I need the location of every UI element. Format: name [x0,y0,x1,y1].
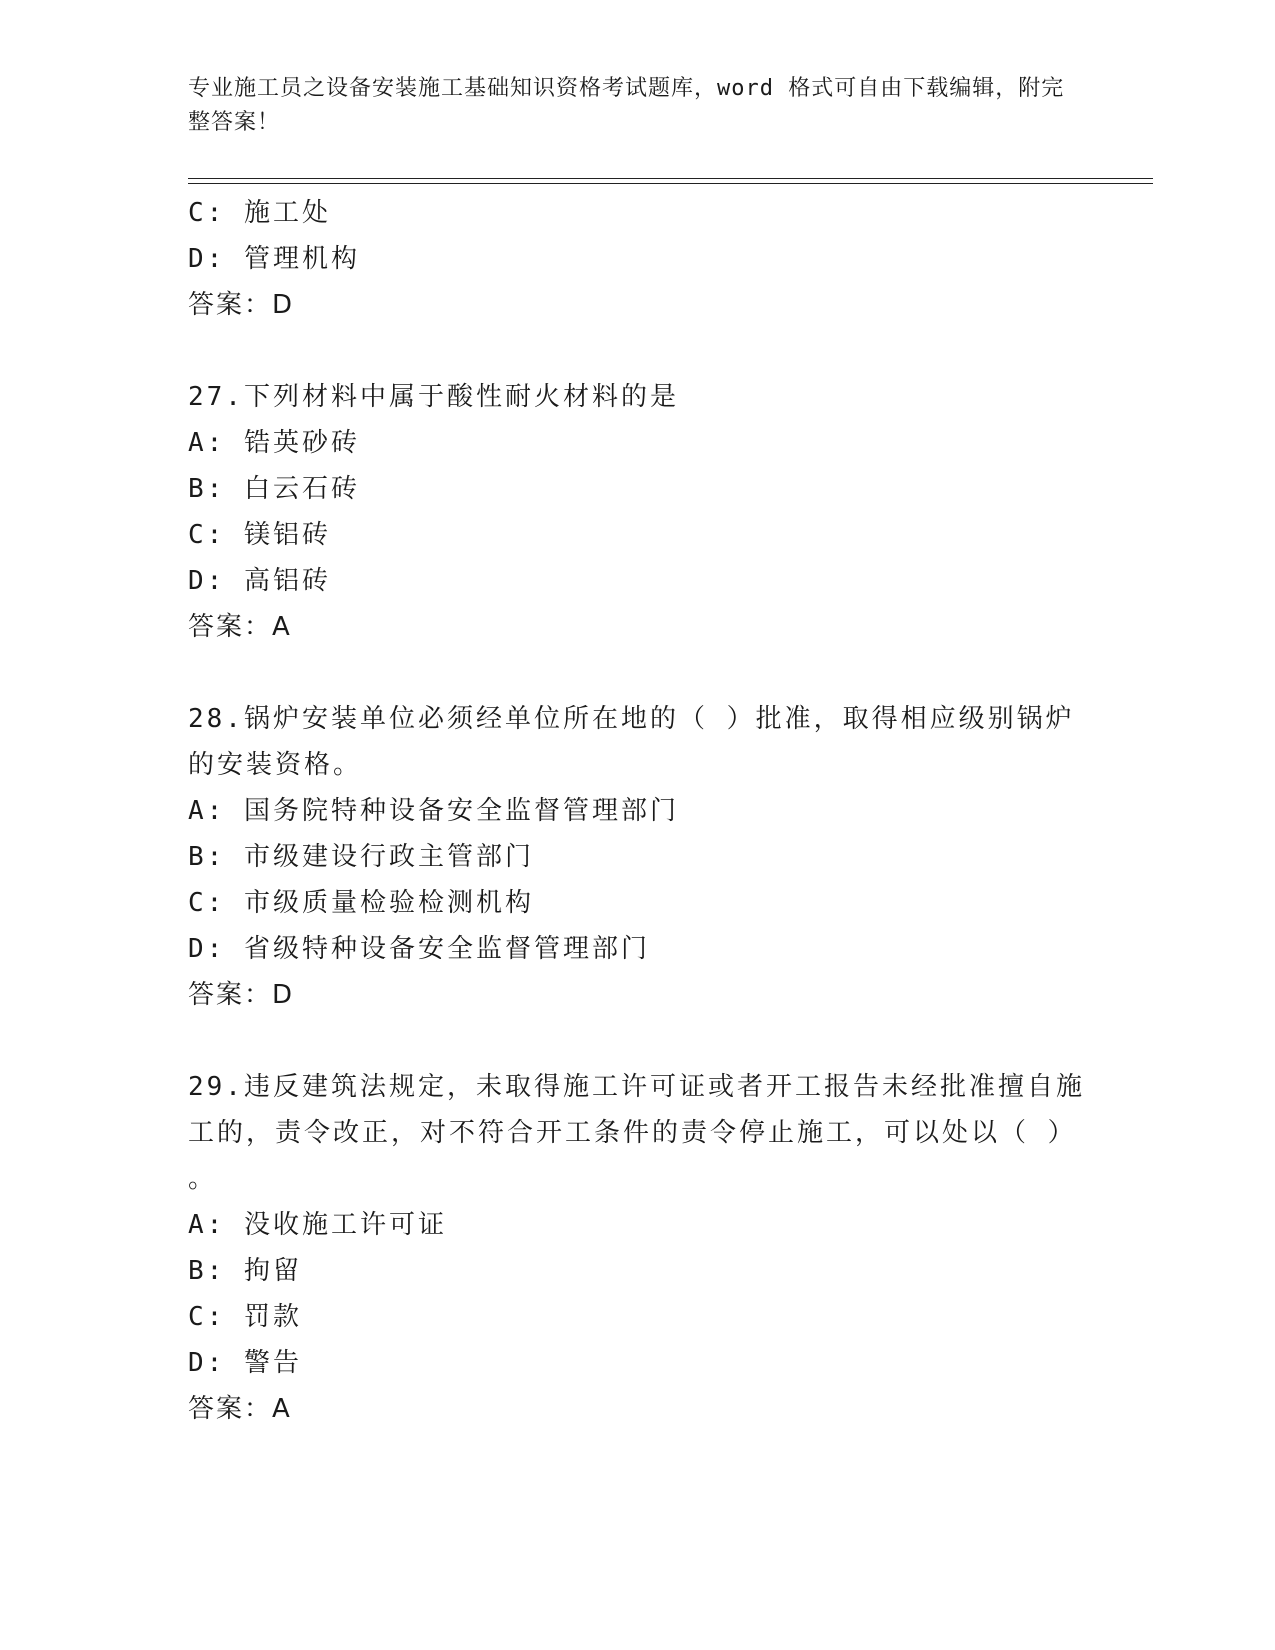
question-29-stem-line-3: 。 [188,1164,218,1194]
question-29-answer: 答案：A [188,1394,292,1424]
question-28-answer: 答案：D [188,980,295,1010]
question-28-stem-line-1: 28.锅炉安装单位必须经单位所在地的（ ）批准，取得相应级别锅炉 [188,704,1075,734]
question-28-stem-line-2: 的安装资格。 [188,750,363,780]
question-29-option-c: C: 罚款 [188,1302,302,1332]
question-28-option-b: B: 市级建设行政主管部门 [188,842,534,872]
header-divider-bottom [188,183,1153,184]
question-27-option-b: B: 白云石砖 [188,474,360,504]
question-27-answer: 答案：A [188,612,292,642]
header-divider-top [188,178,1153,179]
question-27-option-d: D: 高铝砖 [188,566,331,596]
spacer [188,650,1088,696]
spacer [188,328,1088,374]
question-27-stem: 27.下列材料中属于酸性耐火材料的是 [188,382,679,412]
question-29-option-b: B: 拘留 [188,1256,302,1286]
question-29-stem-line-2: 工的，责令改正，对不符合开工条件的责令停止施工，可以处以（ ） [188,1118,1077,1148]
document-body [188,190,1088,1432]
question-28-option-a: A: 国务院特种设备安全监督管理部门 [188,796,679,826]
option-d: D: 管理机构 [188,244,360,274]
answer-line: 答案：D [188,290,295,320]
question-27-option-c: C: 镁铝砖 [188,520,331,550]
option-c: C: 施工处 [188,198,331,228]
question-29-option-a: A: 没收施工许可证 [188,1210,447,1240]
document-header: 专业施工员之设备安装施工基础知识资格考试题库，word 格式可自由下载编辑，附完整答案！ [188,76,1065,135]
question-29-option-d: D: 警告 [188,1348,302,1378]
spacer [188,1018,1088,1064]
question-27-option-a: A: 锆英砂砖 [188,428,360,458]
question-28-option-c: C: 市级质量检验检测机构 [188,888,534,918]
question-29-stem-line-1: 29.违反建筑法规定，未取得施工许可证或者开工报告未经批准擅自施 [188,1072,1085,1102]
question-28-option-d: D: 省级特种设备安全监督管理部门 [188,934,650,964]
